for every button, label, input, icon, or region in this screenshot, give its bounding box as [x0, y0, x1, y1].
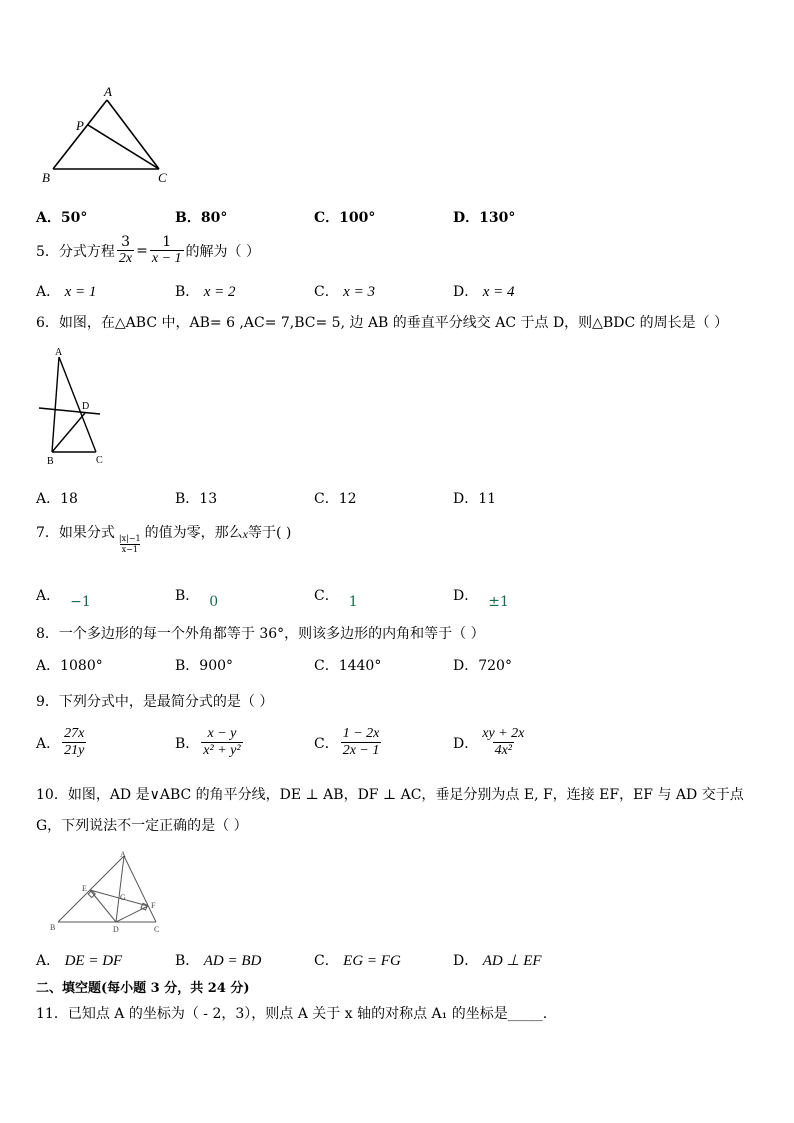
label-C: C	[96, 455, 103, 466]
q10-option-a: A． DE = DF	[36, 953, 123, 969]
q7-option-d: D． ±1	[453, 588, 509, 610]
q5-fraction-2: $\frac{1}{x - 1}$	[151, 234, 182, 266]
label-B: B	[50, 923, 56, 932]
q6-option-b: B．13	[175, 491, 218, 507]
q7-option-c: C． 1	[314, 588, 358, 610]
label-D: D	[82, 401, 90, 412]
label-F: F	[151, 901, 156, 910]
q5-question: 5．分式方程 $\frac{3}{2x}$ = $\frac{1}{x - 1}$ 的解为（ ）	[36, 234, 260, 266]
q5-option-c: C． x = 3	[314, 284, 375, 300]
label-A: A	[55, 347, 63, 358]
label-A: A	[120, 850, 126, 859]
q6-option-a: A．18	[36, 491, 78, 507]
q5-fraction-1: $\frac{3}{2x}$	[118, 234, 133, 266]
q9-option-c: C． $\frac{1 - 2x}{2x - 1}$	[314, 726, 380, 758]
figure-triangle-abc-bisector	[34, 345, 110, 469]
label-B: B	[47, 456, 54, 467]
q5-option-d: D． x = 4	[453, 284, 515, 300]
figure-angle-bisector	[48, 848, 172, 936]
q8-option-a: A．1080°	[36, 658, 103, 674]
q5-option-b: B． x = 2	[175, 284, 236, 300]
q9-option-a: A． $\frac{27x}{21y}$	[36, 726, 85, 758]
q10-option-c: C． EG = FG	[314, 953, 401, 969]
label-D: D	[113, 925, 119, 934]
q8-question: 8．一个多边形的每一个外角都等于 36°，则该多边形的内角和等于（ ）	[36, 626, 485, 642]
q7-fraction: $\frac{|x|-1}{x-1}$	[118, 534, 141, 554]
q10-question-line1: 10．如图，AD 是∨ABC 的角平分线，DE ⊥ AB，DF ⊥ AC，垂足分别为点 E, F，连接 EF，EF 与 AD 交于点	[36, 787, 744, 803]
label-B: B	[42, 170, 50, 185]
q6-option-d: D．11	[453, 491, 497, 507]
q5-option-a: A． x = 1	[36, 284, 97, 300]
q11-question: 11．已知点 A 的坐标为（ - 2，3），则点 A 关于 x 轴的对称点 A₁ 的坐标是_____.	[36, 1006, 548, 1022]
q4-option-a: A．50°	[36, 210, 88, 226]
label-G: G	[120, 893, 126, 902]
q7-option-a: A． −1	[36, 588, 91, 610]
q6-option-c: C．12	[314, 491, 357, 507]
label-P: P	[76, 118, 84, 133]
q7-question: 7．如果分式 $\frac{|x|-1}{x-1}$ 的值为零，那么 x 等于( )	[36, 525, 292, 554]
q8-option-d: D．720°	[453, 658, 512, 674]
label-E: E	[82, 884, 87, 893]
q10-question-line2: G，下列说法不一定正确的是（ ）	[36, 818, 248, 834]
figure-triangle-apbc	[36, 86, 176, 190]
q9-option-d: D． $\frac{xy + 2x}{\text{4x²}}$	[453, 726, 525, 758]
q8-option-c: C．1440°	[314, 658, 382, 674]
section-heading: 二、填空题(每小题 3 分，共 24 分)	[36, 981, 250, 996]
q4-option-c: C．100°	[314, 210, 376, 226]
q10-option-b: B． AD = BD	[175, 953, 262, 969]
q10-option-d: D． AD ⊥ EF	[453, 953, 542, 969]
q4-option-d: D．130°	[453, 210, 516, 226]
q9-option-b: B． $\frac{x - y}{\text{x² + y²}}$	[175, 726, 241, 758]
label-C: C	[158, 170, 167, 185]
q4-option-b: B．80°	[175, 210, 228, 226]
label-C: C	[154, 925, 160, 934]
q8-option-b: B．900°	[175, 658, 234, 674]
q9-question: 9．下列分式中，是最简分式的是（ ）	[36, 694, 274, 710]
q7-option-b: B． 0	[175, 588, 219, 610]
label-A: A	[104, 86, 112, 99]
q6-question: 6．如图，在△ABC 中，AB= 6 ,AC= 7,BC= 5, 边 AB 的垂直平分线交 AC 于点 D，则△BDC 的周长是（ ）	[36, 315, 729, 331]
